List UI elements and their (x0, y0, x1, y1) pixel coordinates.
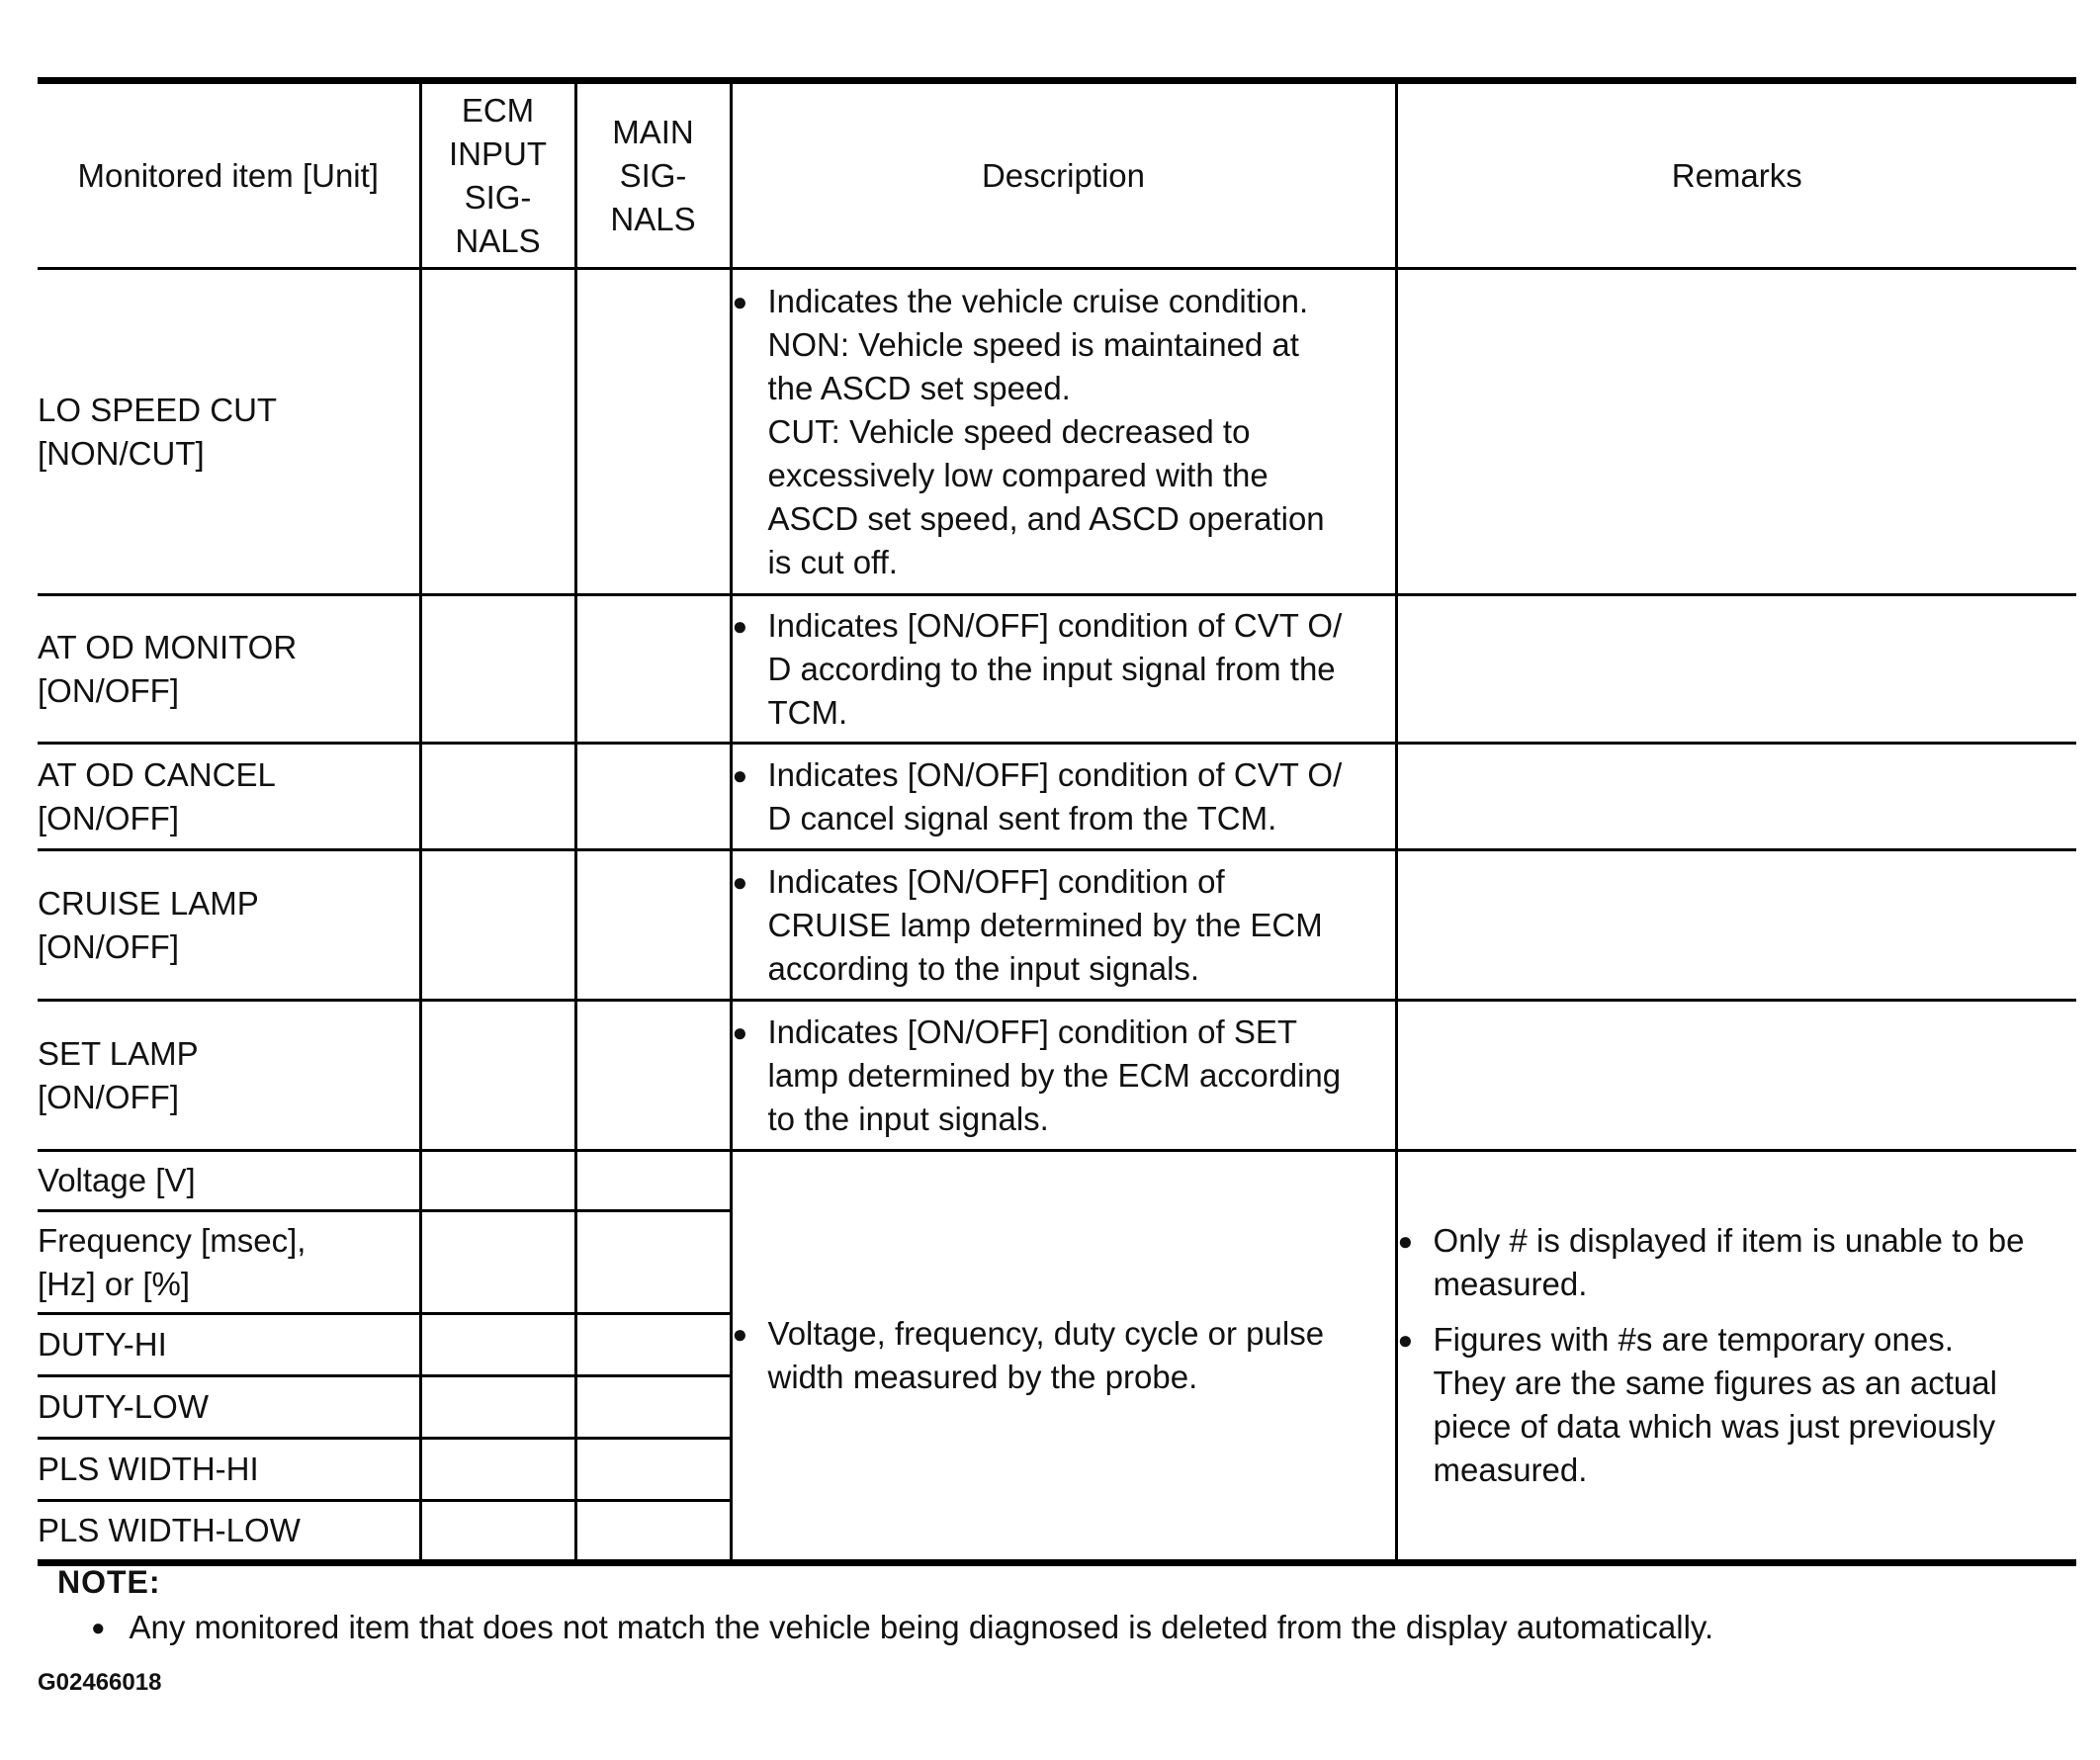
row-item-cruise-lamp (38, 850, 420, 1001)
ecm-input-cell (420, 1501, 575, 1563)
header-description (731, 81, 1396, 269)
description-bullet (733, 1312, 1395, 1399)
item-unit: [ON/OFF] (38, 1078, 179, 1115)
header-remarks-text: Remarks (1671, 156, 1802, 194)
row-item-pls-width-hi (38, 1439, 420, 1501)
table-row (38, 269, 2076, 595)
remark-bullet-unmeasurable (1398, 1219, 2077, 1306)
row-item-duty-hi (38, 1314, 420, 1376)
main-signals-cell (575, 1501, 731, 1563)
ecm-input-cell (420, 1001, 575, 1151)
desc-line: D cancel signal sent from the TCM. (767, 799, 1277, 836)
ecm-input-cell (420, 595, 575, 744)
desc-line: is cut off. (767, 543, 898, 580)
remarks-cell (1396, 595, 2076, 744)
item-name: AT OD CANCEL (38, 755, 276, 793)
remark-line: ● Only # is displayed if item is unable to be (1433, 1222, 2025, 1259)
item-name: PLS WIDTH-HI (38, 1451, 259, 1487)
desc-line: ● Indicates [ON/OFF] condition of SET (767, 1012, 1298, 1050)
item-name: Frequency [msec], (38, 1221, 306, 1259)
desc-line: ● Voltage, frequency, duty cycle or pulse (767, 1315, 1325, 1352)
item-unit: [NON/CUT] (38, 434, 205, 472)
header-ecm-line-4: NALS (455, 221, 541, 259)
monitored-items-table (38, 77, 2076, 1566)
item-name: DUTY-LOW (38, 1388, 209, 1425)
main-signals-cell (575, 1439, 731, 1501)
ecm-input-cell (420, 1151, 575, 1211)
remark-line: measured. (1433, 1452, 1588, 1488)
header-ecm-input-signals (420, 81, 575, 269)
ecm-input-cell (420, 850, 575, 1001)
row-item-duty-low (38, 1376, 420, 1439)
main-signals-cell (575, 850, 731, 1001)
table-row (38, 1151, 2076, 1211)
description-bullet (733, 604, 1395, 735)
desc-line: according to the input signals. (767, 949, 1200, 987)
item-name: SET LAMP (38, 1034, 199, 1072)
item-name: PLS WIDTH-LOW (38, 1512, 301, 1548)
item-name: AT OD MONITOR (38, 628, 298, 665)
desc-line: ● Indicates [ON/OFF] condition of CVT O/ (767, 755, 1343, 793)
desc-line: ASCD set speed, and ASCD operation (767, 499, 1325, 537)
desc-line: ● Indicates [ON/OFF] condition of CVT O/ (767, 606, 1343, 644)
desc-line: NON: Vehicle speed is maintained at (767, 325, 1299, 363)
main-signals-cell (575, 1376, 731, 1439)
remarks-cell (1396, 269, 2076, 595)
item-unit: [ON/OFF] (38, 927, 179, 965)
header-monitored-item-text: Monitored item [Unit] (77, 156, 379, 194)
description-cell (731, 595, 1396, 744)
row-item-at-od-cancel (38, 744, 420, 850)
measure-remarks-cell (1396, 1151, 2076, 1563)
item-unit: [ON/OFF] (38, 799, 179, 836)
header-main-line-1: MAIN (612, 113, 694, 150)
desc-line: width measured by the probe. (767, 1359, 1198, 1395)
measure-description-cell (731, 1151, 1396, 1563)
description-bullet (733, 280, 1395, 584)
figure-id: G02466018 (38, 1669, 162, 1696)
description-cell (731, 744, 1396, 850)
table-row (38, 850, 2076, 1001)
description-bullet (733, 860, 1395, 991)
table-row (38, 744, 2076, 850)
desc-line: the ASCD set speed. (767, 369, 1071, 406)
row-item-set-lamp (38, 1001, 420, 1151)
remark-line: They are the same figures as an actual (1433, 1364, 1997, 1401)
remark-line: piece of data which was just previously (1433, 1408, 1996, 1445)
item-name: CRUISE LAMP (38, 884, 259, 922)
header-ecm-line-3: SIG- (464, 178, 532, 216)
desc-line: CRUISE lamp determined by the ECM (767, 906, 1323, 943)
bullet-icon: ● (91, 1615, 106, 1641)
note-title: NOTE: (57, 1564, 161, 1600)
ecm-input-cell (420, 1439, 575, 1501)
header-ecm-line-1: ECM (461, 91, 535, 129)
ecm-input-cell (420, 744, 575, 850)
note-text: Any monitored item that does not match the vehicle being diagnosed is deleted from the display automatically. (129, 1609, 1714, 1645)
row-item-lo-speed-cut (38, 269, 420, 595)
item-name: DUTY-HI (38, 1326, 167, 1363)
item-unit: [Hz] or [%] (38, 1265, 191, 1302)
desc-line: CUT: Vehicle speed decreased to (767, 412, 1251, 450)
remarks-cell (1396, 850, 2076, 1001)
desc-line: D according to the input signal from the (767, 650, 1336, 687)
ecm-input-cell (420, 1376, 575, 1439)
table-row (38, 1001, 2076, 1151)
ecm-input-cell (420, 1211, 575, 1314)
row-item-at-od-monitor (38, 595, 420, 744)
main-signals-cell (575, 1001, 731, 1151)
remark-line: ● Figures with #s are temporary ones. (1433, 1321, 1954, 1358)
main-signals-cell (575, 744, 731, 850)
description-cell (731, 1001, 1396, 1151)
main-signals-cell (575, 269, 731, 595)
row-item-frequency (38, 1211, 420, 1314)
main-signals-cell (575, 595, 731, 744)
row-item-voltage (38, 1151, 420, 1211)
remarks-cell (1396, 1001, 2076, 1151)
remark-bullet-temporary (1398, 1318, 2077, 1492)
description-bullet (733, 1011, 1395, 1141)
note-item (91, 1609, 1713, 1646)
main-signals-cell (575, 1314, 731, 1376)
header-main-line-2: SIG- (619, 156, 687, 194)
main-signals-cell (575, 1151, 731, 1211)
header-remarks (1396, 81, 2076, 269)
remarks-cell (1396, 744, 2076, 850)
row-item-pls-width-low (38, 1501, 420, 1563)
header-main-signals (575, 81, 731, 269)
table-header-row (38, 81, 2076, 269)
desc-line: lamp determined by the ECM according (767, 1056, 1342, 1094)
header-description-text: Description (981, 156, 1146, 194)
description-bullet (733, 753, 1395, 840)
desc-line: ● Indicates the vehicle cruise condition. (767, 282, 1309, 319)
item-name: Voltage [V] (38, 1162, 196, 1198)
item-name: LO SPEED CUT (38, 391, 278, 428)
description-cell (731, 269, 1396, 595)
main-signals-cell (575, 1211, 731, 1314)
desc-line: excessively low compared with the (767, 456, 1269, 493)
remark-line: measured. (1433, 1266, 1588, 1302)
table-row (38, 595, 2076, 744)
header-ecm-line-2: INPUT (449, 134, 547, 172)
desc-line: ● Indicates [ON/OFF] condition of (767, 862, 1225, 900)
header-monitored-item (38, 81, 420, 269)
header-main-line-3: NALS (610, 200, 696, 237)
item-unit: [ON/OFF] (38, 671, 179, 709)
desc-line: TCM. (767, 693, 848, 731)
ecm-input-cell (420, 1314, 575, 1376)
description-cell (731, 850, 1396, 1001)
ecm-input-cell (420, 269, 575, 595)
desc-line: to the input signals. (767, 1100, 1049, 1137)
